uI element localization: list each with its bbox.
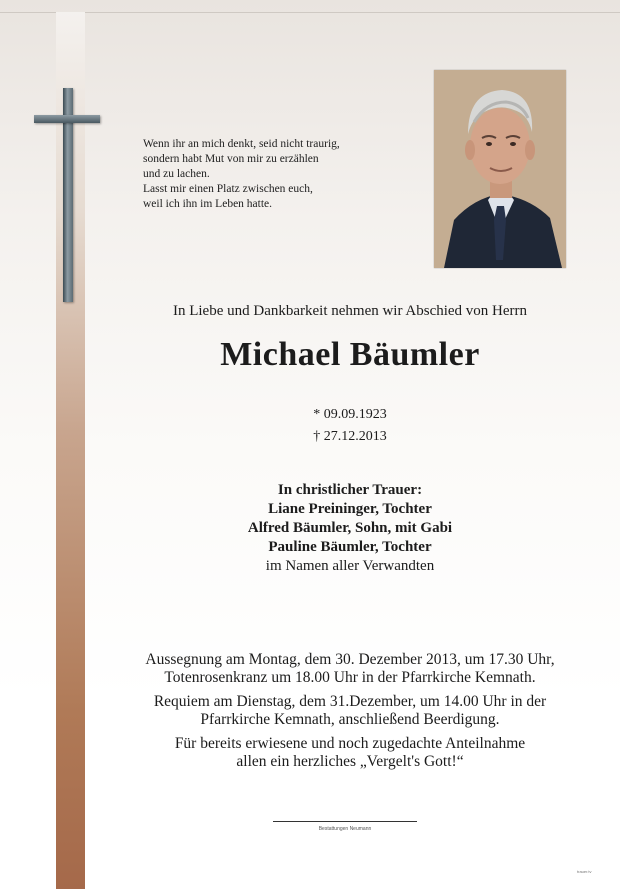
death-date: † 27.12.2013 [313,429,387,444]
mourner-line: Pauline Bäumler, Tochter [268,539,432,555]
memorial-poem [143,137,340,212]
deceased-name: Michael Bäumler [220,336,480,373]
service-line: Pfarrkirche Kemnath, anschließend Beerdigung. [200,710,500,728]
poem-line: Lasst mir einen Platz zwischen euch, [143,183,313,195]
mourners-closing: im Namen aller Verwandten [265,558,435,574]
service-details [90,651,610,770]
cross-horizontal-beam [34,115,100,123]
portrait-photo [434,70,566,268]
birth-date: * 09.09.1923 [313,407,387,422]
undertaker-name: Bestattungen Neumann [318,826,372,832]
service-line: allen ein herzliches „Vergelt's Gott!“ [236,752,464,770]
poem-line: sondern habt Mut von mir zu erzählen [143,153,319,165]
service-line: Totenrosenkranz um 18.00 Uhr in der Pfarrkirche Kemnath. [164,668,536,686]
mourners-block [100,481,600,576]
card-top-border [0,12,620,13]
cross-icon [34,88,102,304]
watermark: trauer.tv [577,869,592,874]
farewell-intro: In Liebe und Dankbarkeit nehmen wir Abschied von Herrn [172,303,528,319]
signature-line [273,821,417,822]
poem-line: Wenn ihr an mich denkt, seid nicht traurig, [143,138,340,150]
mourner-line: Liane Preininger, Tochter [268,501,432,517]
service-line: Aussegnung am Montag, dem 30. Dezember 2013, um 17.30 Uhr, [145,651,555,668]
portrait-illustration [434,70,566,268]
life-dates [100,404,600,448]
service-line: Requiem am Dienstag, dem 31.Dezember, um 14.00 Uhr in der [153,693,547,710]
mourners-heading: In christlicher Trauer: [277,482,423,498]
service-line: Für bereits erwiesene und noch zugedachte Anteilnahme [174,735,526,752]
poem-line: und zu lachen. [143,168,210,180]
mourner-line: Alfred Bäumler, Sohn, mit Gabi [247,520,453,536]
poem-line: weil ich ihn im Leben hatte. [143,198,273,210]
